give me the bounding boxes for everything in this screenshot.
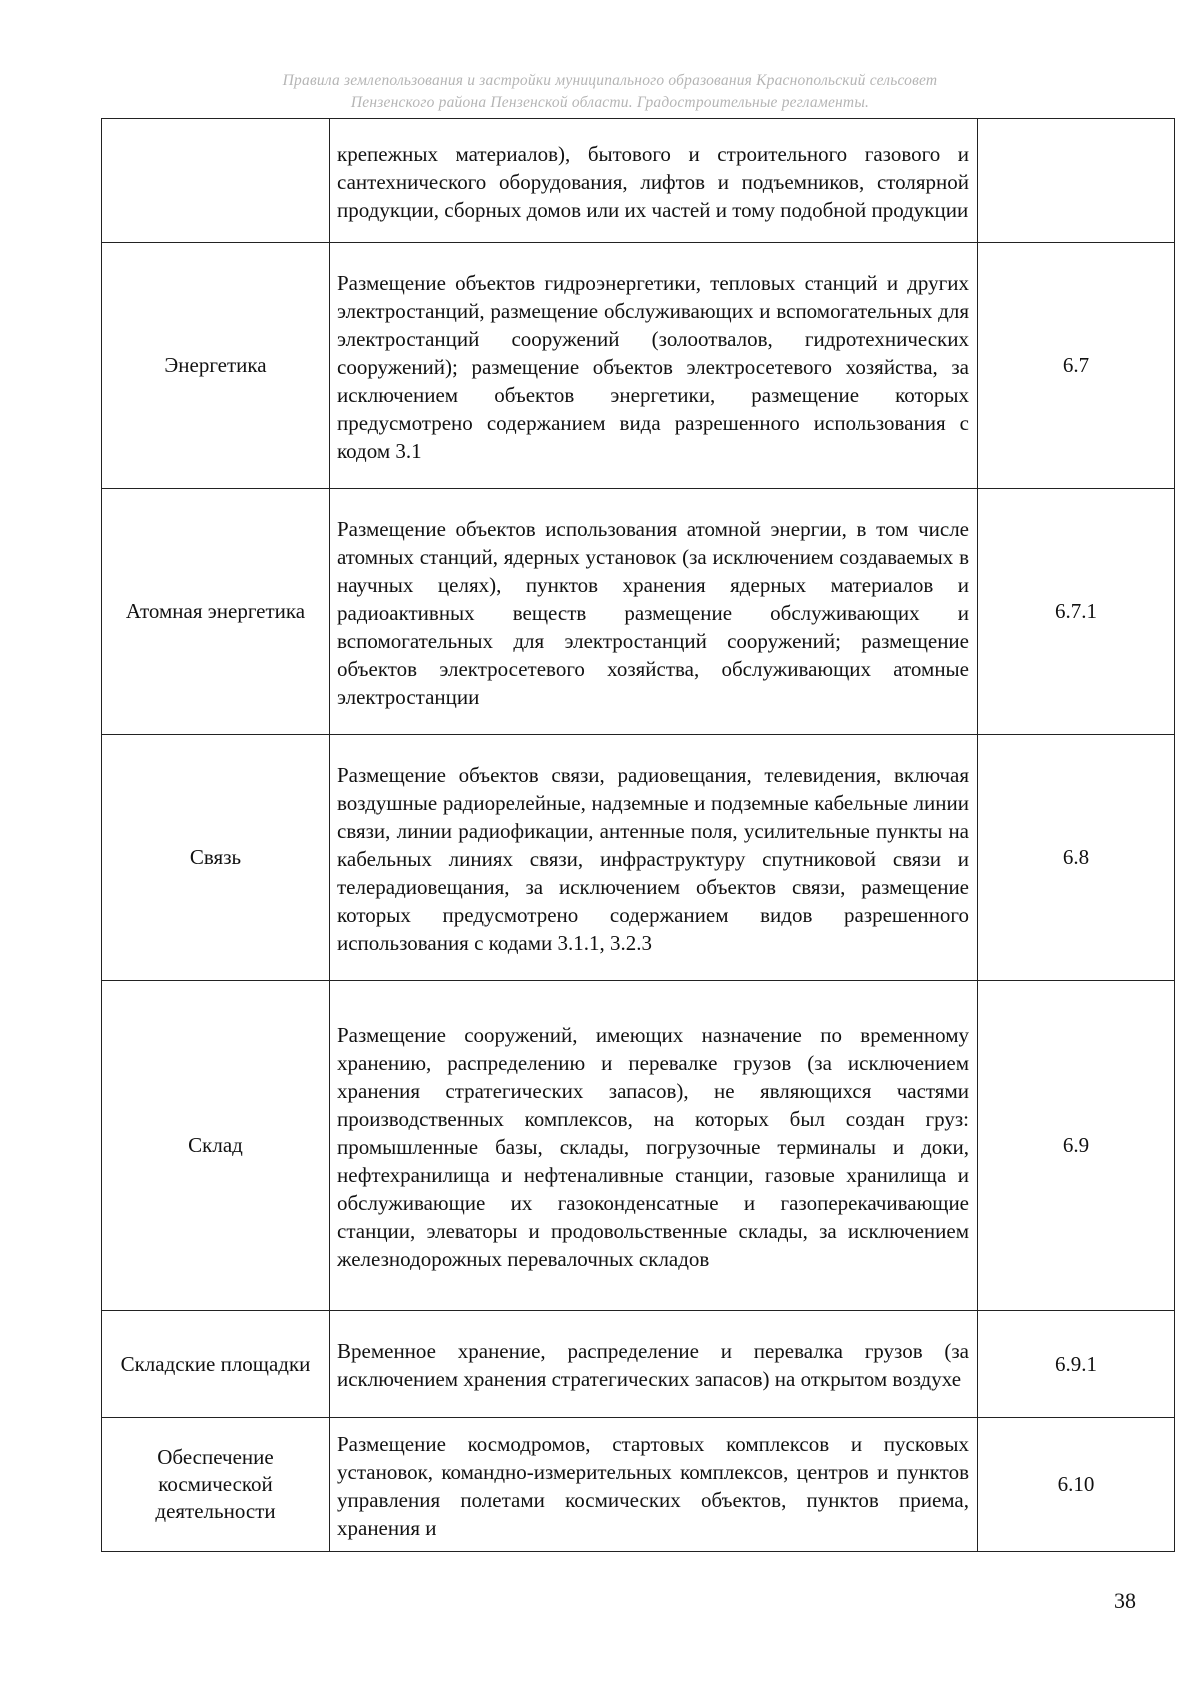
table-row: [102, 981, 1175, 1311]
running-header-line-1: Правила землепользования и застройки муниципального образования Краснопольский сельсовет: [282, 72, 938, 89]
row-description: Размещение объектов связи, радиовещания, телевидения, включая воздушные радиорелейные, надземные и подземные кабельные линии связи, линии радиофикации, антенные поля, усилительные пункты на кабельных линиях связи, инфраструктуру спутниковой связи и телерадиовещания, за исключением объектов связи, размещение которых предусмотрено содержанием видов разрешенного использования с кодами 3.1.1, 3.2.3: [330, 735, 978, 981]
row-description: Размещение объектов использования атомной энергии, в том числе атомных станций, ядерных установок (за исключением создаваемых в научных целях), пунктов хранения ядерных материалов и радиоактивных веществ размещение обслуживающих и вспомогательных для электростанций сооружений; размещение объектов электросетевого хозяйства, обслуживающих атомные электростанции: [330, 489, 978, 735]
row-code: 6.9: [978, 981, 1175, 1311]
row-code: 6.10: [978, 1418, 1175, 1552]
row-code: 6.7: [978, 243, 1175, 489]
row-code: 6.9.1: [978, 1311, 1175, 1418]
row-description: Размещение космодромов, стартовых комплексов и пусковых установок, командно-измерительных комплексов, центров и пунктов управления полетами космических объектов, пунктов приема, хранения и: [330, 1418, 978, 1552]
row-code: [978, 119, 1175, 243]
running-header-line-2: Пензенского района Пензенской области. Градостроительные регламенты.: [350, 94, 870, 111]
row-name: Связь: [102, 735, 330, 981]
row-code: 6.8: [978, 735, 1175, 981]
row-description: Временное хранение, распределение и перевалка грузов (за исключением хранения стратегических запасов) на открытом воздухе: [330, 1311, 978, 1418]
row-code: 6.7.1: [978, 489, 1175, 735]
row-name: Обеспечение космической деятельности: [102, 1418, 330, 1552]
row-name: [102, 119, 330, 243]
table-row: [102, 1418, 1175, 1552]
land-use-table: [101, 118, 1175, 1552]
table-row: [102, 489, 1175, 735]
table-row: [102, 119, 1175, 243]
row-description: Размещение объектов гидроэнергетики, тепловых станций и других электростанций, размещение обслуживающих и вспомогательных для электростанций сооружений (золоотвалов, гидротехнических сооружений); размещение объектов электросетевого хозяйства, за исключением объектов энергетики, размещение которых предусмотрено содержанием вида разрешенного использования с кодом 3.1: [330, 243, 978, 489]
row-description: Размещение сооружений, имеющих назначение по временному хранению, распределению и перевалке грузов (за исключением хранения стратегических запасов), не являющихся частями производственных комплексов, на которых был создан груз: промышленные базы, склады, погрузочные терминалы и доки, нефтехранилища и нефтеналивные станции, газовые хранилища и обслуживающие их газоконденсатные и газоперекачивающие станции, элеваторы и продовольственные склады, за исключением железнодорожных перевалочных складов: [330, 981, 978, 1311]
page-number: 38: [1114, 1588, 1136, 1613]
row-name: Склад: [102, 981, 330, 1311]
table-row: [102, 1311, 1175, 1418]
row-name: Атомная энергетика: [102, 489, 330, 735]
row-name: Энергетика: [102, 243, 330, 489]
row-description: крепежных материалов), бытового и строительного газового и сантехнического оборудования, лифтов и подъемников, столярной продукции, сборных домов или их частей и тому подобной продукции: [330, 119, 978, 243]
table-row: [102, 243, 1175, 489]
running-header: [150, 70, 1070, 114]
row-name: Складские площадки: [102, 1311, 330, 1418]
table-row: [102, 735, 1175, 981]
